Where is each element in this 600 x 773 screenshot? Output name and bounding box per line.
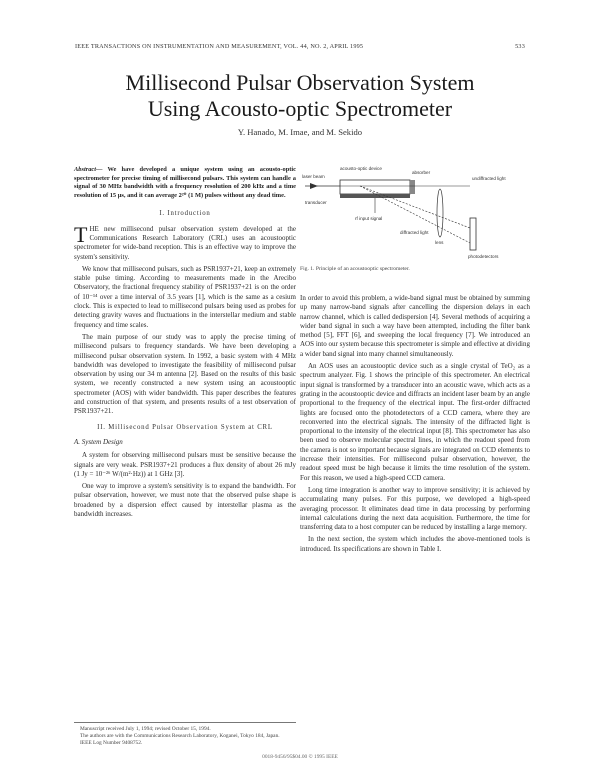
abstract-label: Abstract bbox=[74, 166, 97, 173]
abstract-text: — We have developed a unique system using an acousto-optic spectrometer for precise timing of millisecond pulsars. This system can handle a signal of 30 MHz bandwidth with a frequency resolution of 200 kHz and a time resolution of 15 µs, and it can average 2²⁰ (1 M) pulses without any dead time. bbox=[74, 166, 296, 199]
label-transducer: transducer bbox=[305, 200, 327, 205]
photodetector-block bbox=[470, 218, 476, 250]
label-undiffracted: undiffracted light bbox=[472, 176, 506, 181]
label-laser: laser beam bbox=[302, 174, 325, 179]
subsection-heading-system-design: A. System Design bbox=[74, 437, 123, 446]
figure-1 bbox=[300, 158, 530, 278]
label-absorber: absorber bbox=[412, 170, 431, 175]
paper-title bbox=[60, 70, 540, 122]
doi-line: 0018-9456/95$04.00 © 1995 IEEE bbox=[262, 754, 338, 760]
title-line-2: Using Acousto-optic Spectrometer bbox=[147, 96, 453, 121]
section-heading-introduction: I. Introduction bbox=[159, 210, 211, 218]
intro-paragraph-1-text: HE new millisecond pulsar observation system developed at the Communications Research Laboratory (CRL) uses an acoustooptic spectrometer for wide-band reception. This is an effective way to improve the system's sensitivity. bbox=[74, 224, 296, 261]
label-detector: photodetectors bbox=[468, 254, 499, 259]
footnote-line-3: IEEE Log Number 9408752. bbox=[80, 740, 143, 746]
label-diffracted: diffracted light bbox=[400, 230, 429, 235]
drop-cap: T bbox=[74, 221, 88, 247]
right-paragraph-1: In order to avoid this problem, a wide-band signal must be obtained by summing up many narrow-band signals after cancelling the dispersion delays in each narrow channel, which is called dedispersion [4]. Several methods of acquiring a wider band signal in such a way have been attempted, including the filter bank method [5], FFT [6], and sweeping the local frequency [7]. We introduced an AOS into our system because this spectrometer is simple and effective at dividing a wider band signal into many channel simultaneously. bbox=[300, 294, 530, 358]
system-paragraph-1: A system for observing millisecond pulsars must be sensitive because the signals are very weak. PSR1937+21 produces a flux density of about 26 mJy (1 Jy = 10⁻²⁶ W/(m²·Hz)) at 1 GHz [3]. bbox=[74, 451, 296, 478]
journal-name: IEEE TRANSACTIONS ON INSTRUMENTATION AND MEASUREMENT, VOL. 44, NO. 2, APRIL 1995 bbox=[75, 43, 364, 50]
label-device: acousto-optic device bbox=[340, 166, 382, 171]
lens-shape bbox=[437, 189, 443, 237]
title-line-1: Millisecond Pulsar Observation System bbox=[125, 70, 475, 95]
intro-paragraph-3: The main purpose of our study was to apply the precise timing of millisecond pulsars to frequency standards. We have been developing a millisecond pulsar observation system. In 1992, a basic system with 4 MHz bandwidth was developed to investigate the feasibility of millisecond pulsar observation by using our 34 m antenna [2]. Based on the results of this basic system, we recently constructed a new system using an acoustooptic spectrometer (AOS) with wider bandwidth. This paper describes the features and construction of that system, and presents results of a test observation of PSR1937+21. bbox=[74, 332, 296, 416]
transducer-block bbox=[340, 194, 410, 198]
footnote-line-1: Manuscript received July 1, 1994; revised October 15, 1994. bbox=[80, 726, 211, 732]
label-lens: lens bbox=[435, 240, 444, 245]
authors: Y. Hanado, M. Imae, and M. Sekido bbox=[237, 127, 363, 137]
acousto-optic-device-block bbox=[340, 180, 410, 194]
intro-paragraph-2: We know that millisecond pulsars, such as PSR1937+21, keep an extremely stable pulse timing. According to measurements made in the Arecibo Observatory, the fractional frequency stability of PSR1937+21 is on the order of 10⁻¹⁴ over a time interval of 3.5 years [1], which is the same as a cesium clock. This is expected to lead to millisecond pulsars being used as probes for detecting gravity waves and fluctuations in the interstellar medium and stable frequency and time scales. bbox=[74, 264, 296, 329]
right-paragraph-2: An AOS uses an acoustooptic device such as a single crystal of TeO₂ as a spectrum analyzer. Fig. 1 shows the principle of this spectrometer. An electrical input signal is transformed by a transducer into an acoustic wave, which acts as a grating in the acoustooptic device and diffracts an incident laser beam by an angle proportional to the frequency of the electrical input. The first-order diffracted lights are focused onto the photodetectors of a CCD camera, where they are reconverted into the electrical signals. The intensity of the diffracted light is proportional to the intensity of the electrical input [8]. This spectrometer has also been used to observe molecular spectral lines, in which the readout speed from the camera is not so important because signals are integrated on CCD elements to increase their intensities. For millisecond pulsar observation, however, the readout speed must be high because it limits the time resolution of the system. For this reason, we used a high-speed CCD camera. bbox=[300, 362, 530, 482]
system-paragraph-2: One way to improve a system's sensitivity is to expand the bandwidth. For pulsar observation, however, we must note that the observed pulse shape is broadened by a dispersion effect caused by interstellar plasma as the bandwidth increases. bbox=[74, 482, 296, 518]
abstract bbox=[74, 166, 296, 200]
right-paragraph-3: Long time integration is another way to improve sensitivity; it is achieved by accumulating many pulses. For this purpose, we developed a high-speed averaging processor. It eliminates dead time in data processing by performing internal calculations during the next data acquisition. Furthermore, the time for transferring data to a host computer can be reduced by installing a large memory. bbox=[300, 485, 530, 532]
right-paragraph-4: In the next section, the system which includes the above-mentioned tools is introduced. Its specifications are shown in Table I. bbox=[300, 535, 530, 553]
absorber-block bbox=[410, 180, 415, 194]
left-column bbox=[74, 166, 296, 522]
label-input: rf input signal bbox=[355, 216, 383, 221]
section-heading-system: II. Millisecond Pulsar Observation System at CRL bbox=[97, 423, 273, 431]
footnote-line-2: The authors are with the Communications Research Laboratory, Koganei, Tokyo 184, Japan. bbox=[80, 733, 280, 739]
footnote bbox=[74, 722, 296, 747]
intro-paragraph-1 bbox=[74, 221, 296, 262]
figure-caption: Fig. 1. Principle of an acoustooptic spectrometer. bbox=[300, 266, 410, 272]
right-column bbox=[300, 294, 530, 557]
laser-arrow-icon bbox=[310, 183, 318, 189]
page-number: 533 bbox=[515, 43, 525, 50]
